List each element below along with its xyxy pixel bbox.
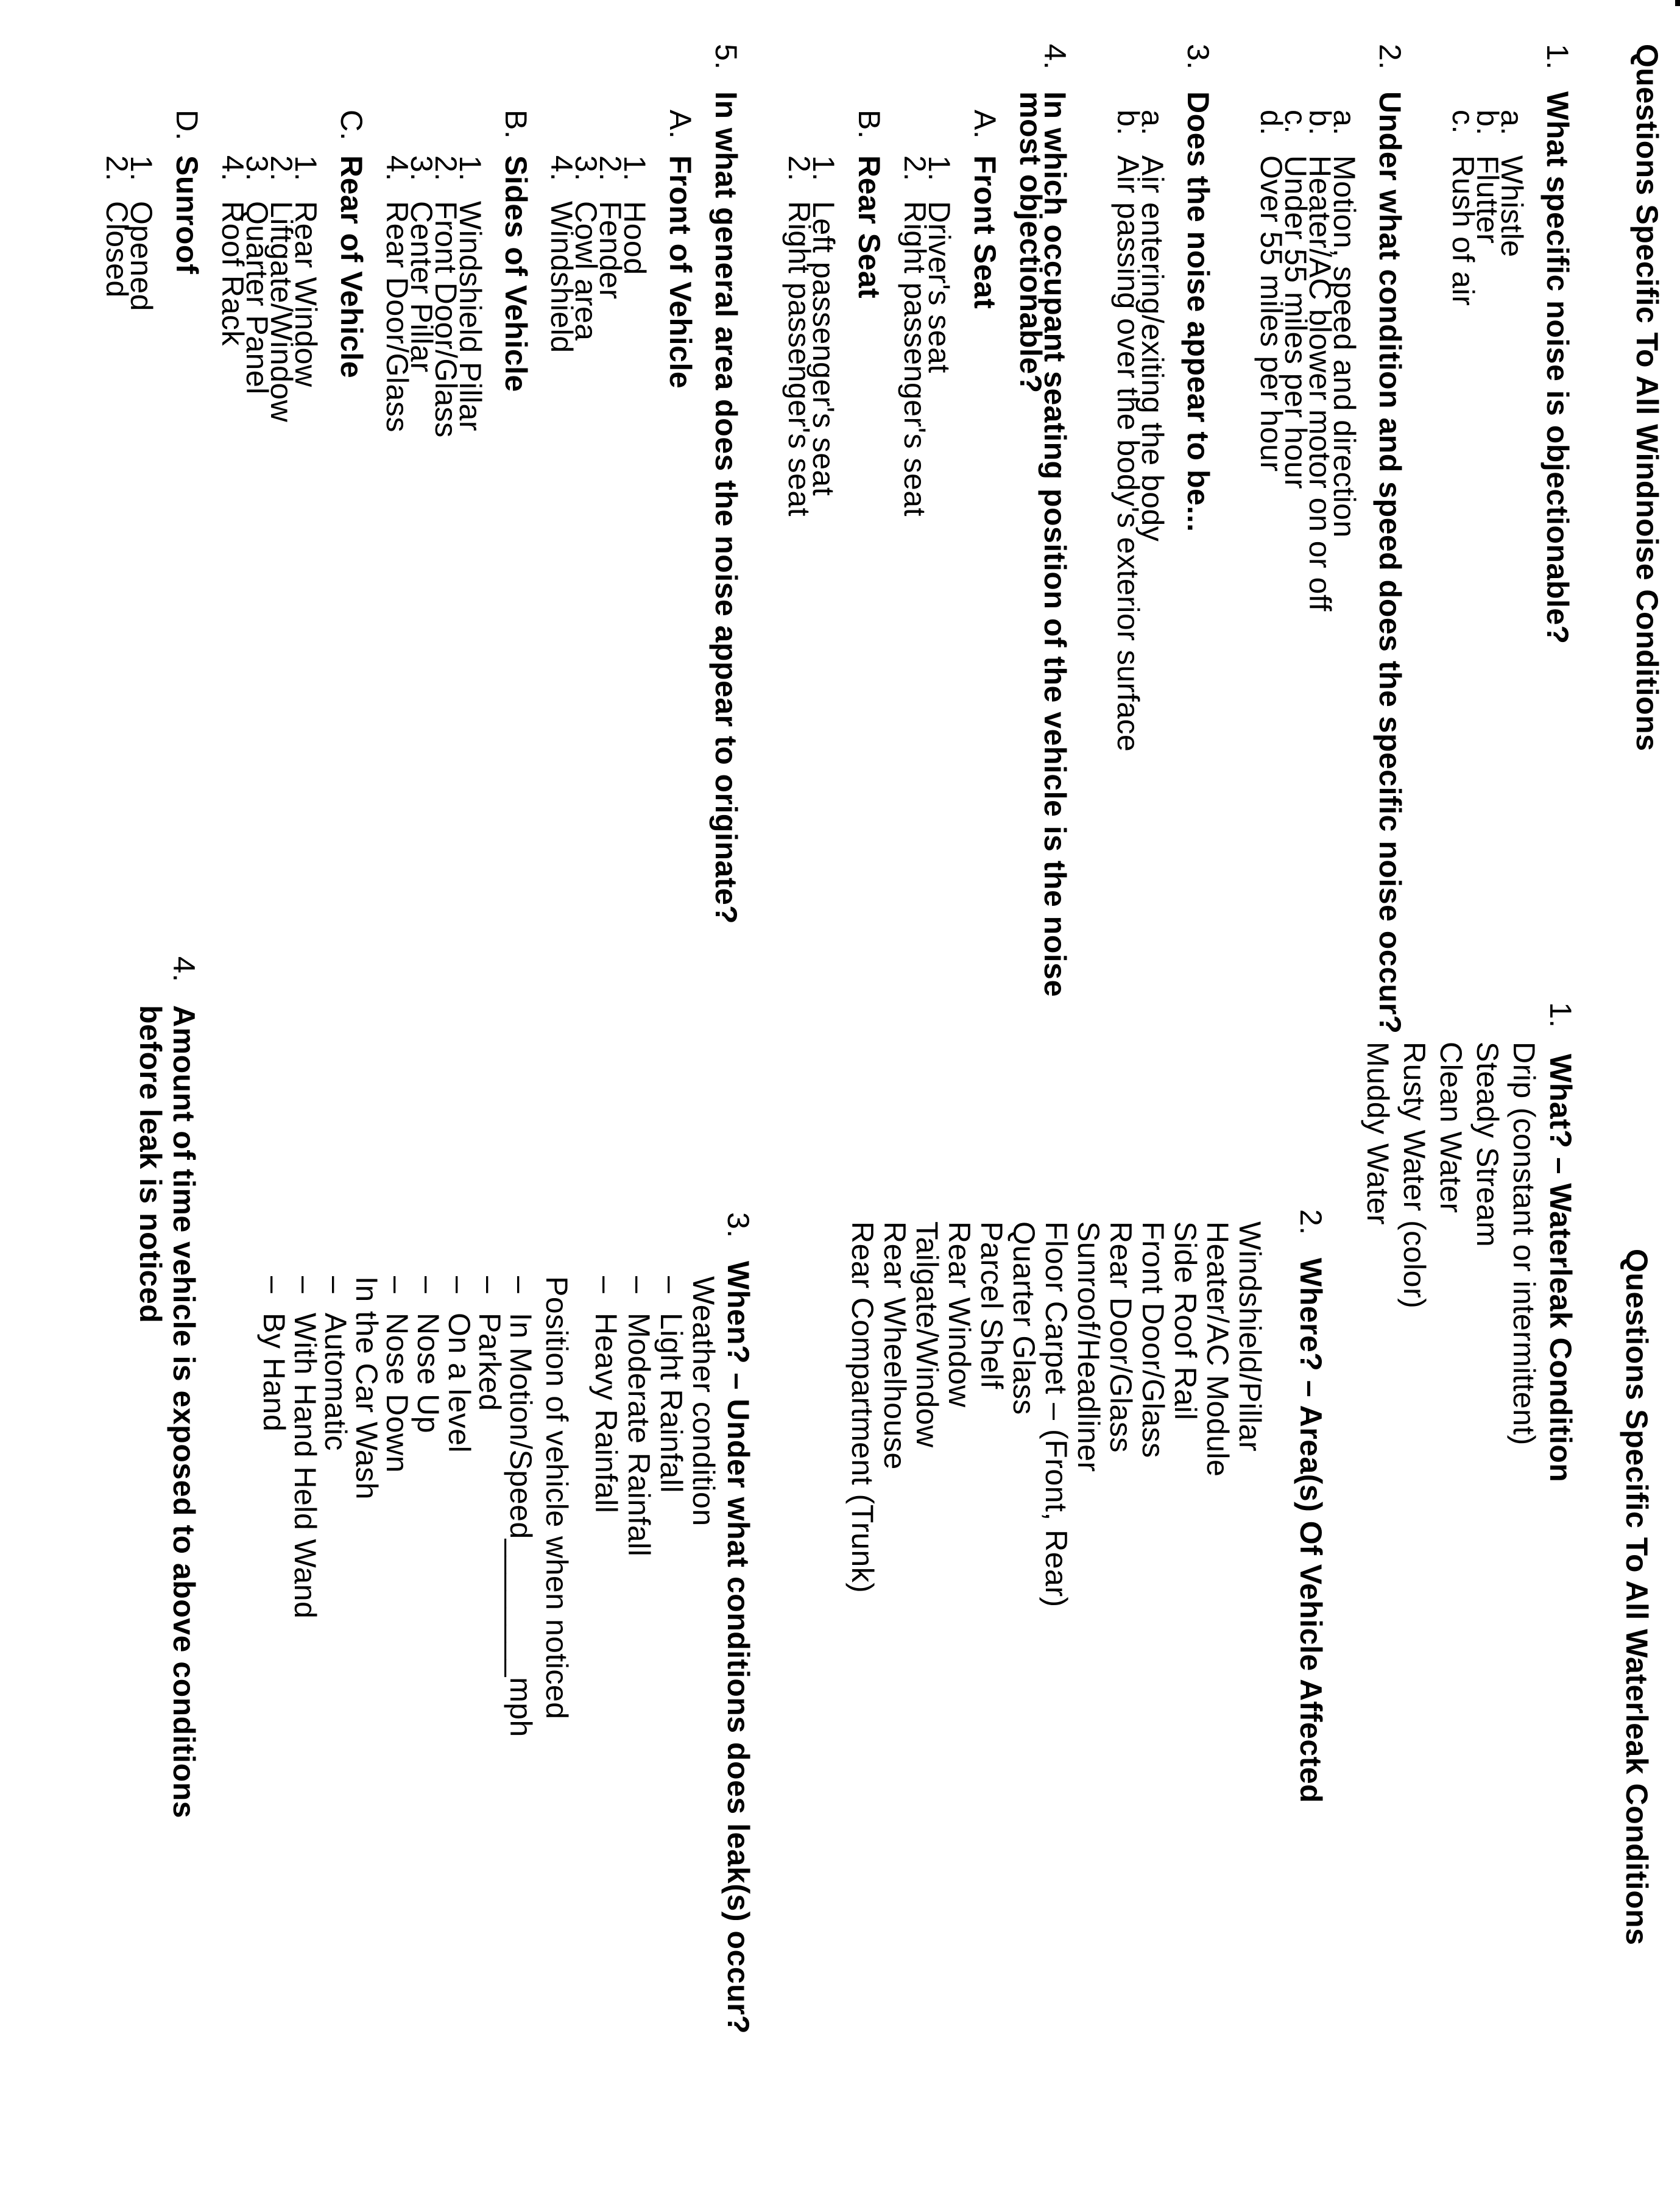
outline-line: Front Door/Glass — [1136, 1221, 1170, 1458]
outline-line: Drip (constant or intermittent) — [1507, 1042, 1541, 1446]
outline-line: In the Car Wash — [350, 1276, 384, 1500]
outline-line: Heavy Rainfall — [589, 1313, 623, 1514]
outline-line: Rear Wheelhouse — [878, 1221, 912, 1470]
outline-line: Sunroof/Headliner — [1071, 1221, 1106, 1472]
list-marker: 2. — [1373, 44, 1407, 70]
list-marker: c. — [1446, 110, 1480, 134]
list-marker: d. — [1254, 110, 1288, 136]
list-marker: 4. — [380, 155, 414, 182]
outline-line: Hood — [618, 201, 652, 275]
list-marker: – — [380, 1276, 414, 1294]
outline-line: Light Rainfall — [654, 1313, 688, 1494]
outline-line: Opened — [124, 201, 158, 311]
outline-line: Windshield — [545, 201, 579, 353]
outline-line: Roof Rack — [216, 201, 250, 346]
outline-line: Sunroof — [170, 155, 204, 275]
list-marker: 2. — [782, 155, 816, 182]
outline-line: Air entering/exiting the body — [1135, 155, 1170, 542]
outline-line: Automatic — [319, 1313, 353, 1451]
list-marker: 5. — [709, 44, 743, 70]
list-marker: – — [589, 1276, 623, 1294]
list-marker: 1. — [453, 155, 487, 182]
outline-line: Under what condition and speed does the specific noise occur? — [1373, 91, 1407, 1034]
list-marker: 2. — [1294, 1209, 1328, 1235]
outline-line: Fender — [593, 201, 627, 300]
list-marker: 3. — [569, 155, 603, 182]
list-marker: 2. — [264, 155, 298, 182]
outline-line: In what general area does the noise appear to originate? — [709, 91, 743, 925]
outline-line: Clean Water — [1434, 1042, 1468, 1213]
outline-line: Position of vehicle when noticed — [540, 1276, 574, 1720]
outline-line: By Hand — [257, 1313, 291, 1432]
list-marker: a. — [1327, 110, 1361, 136]
list-marker: a. — [1495, 110, 1529, 136]
outline-line: Quarter Panel — [240, 201, 274, 395]
outline-line: Windshield Pillar — [453, 201, 487, 432]
list-marker: C. — [334, 110, 369, 141]
outline-line: Rear of Vehicle — [334, 155, 369, 378]
outline-line: Flutter — [1470, 155, 1505, 244]
outline-line: Left passenger's seat — [806, 201, 841, 496]
list-marker: D. — [170, 110, 204, 141]
list-marker: 1. — [806, 155, 841, 182]
list-marker: 4. — [1038, 44, 1072, 70]
outline-line: Rear Door/Glass — [380, 201, 414, 432]
outline-line: Liftgate/Window — [264, 201, 298, 423]
outline-line: Right passenger's seat — [782, 201, 816, 517]
outline-line: In Motion/Speed________mph — [504, 1313, 538, 1737]
list-marker: A. — [968, 110, 1002, 139]
outline-line: Rear Door/Glass — [1104, 1221, 1138, 1453]
list-marker: – — [288, 1276, 322, 1294]
list-marker: 1. — [618, 155, 652, 182]
outline-line: With Hand Held Wand — [288, 1313, 322, 1619]
list-marker: 2. — [593, 155, 627, 182]
outline-line: When? – Under what conditions does leak(s) occur? — [721, 1261, 755, 2035]
outline-line: Quarter Glass — [1007, 1221, 1041, 1415]
outline-line: What? – Waterleak Condition — [1544, 1054, 1578, 1483]
outline-line: Moderate Rainfall — [622, 1313, 656, 1557]
list-marker: b. — [1470, 110, 1505, 136]
outline-line: before leak is noticed — [133, 1005, 168, 1324]
outline-line: Closed — [100, 201, 134, 298]
outline-line: Right passenger's seat — [898, 201, 932, 517]
list-marker: B. — [852, 110, 886, 139]
outline-line: Parcel Shelf — [975, 1221, 1009, 1389]
list-marker: – — [411, 1276, 445, 1294]
list-marker: A. — [663, 110, 697, 139]
list-marker: 4. — [216, 155, 250, 182]
outline-line: Weather condition — [686, 1276, 721, 1527]
outline-line: Windshield/Pillar — [1233, 1221, 1267, 1452]
outline-line: Over 55 miles per hour — [1254, 155, 1288, 472]
list-marker: 4. — [545, 155, 579, 182]
list-marker: 4. — [167, 956, 201, 983]
outline-line: Where? – Area(s) Of Vehicle Affected — [1294, 1258, 1328, 1804]
list-marker: 3. — [1181, 44, 1215, 70]
outline-line: Front Seat — [968, 155, 1002, 309]
outline-line: Rush of air — [1446, 155, 1480, 306]
outline-line: Amount of time vehicle is exposed to above conditions — [167, 1005, 201, 1819]
outline-line: Tailgate/Window — [910, 1221, 944, 1448]
list-marker: 1. — [1544, 1002, 1578, 1028]
list-marker: – — [442, 1276, 476, 1294]
list-marker: 1. — [1541, 44, 1575, 70]
outline-line: Side Roof Rail — [1168, 1221, 1202, 1421]
outline-line: Muddy Water — [1361, 1042, 1395, 1225]
list-marker: 1. — [124, 155, 158, 182]
outline-line: Under 55 miles per hour — [1279, 155, 1313, 489]
outline-line: Sides of Vehicle — [499, 155, 533, 392]
list-marker: 2. — [100, 155, 134, 182]
scan-edge-artifact — [1675, 0, 1680, 6]
list-marker: – — [504, 1276, 538, 1294]
list-marker: – — [473, 1276, 507, 1294]
outline-line: Steady Stream — [1470, 1042, 1505, 1248]
outline-line: Rear Seat — [852, 155, 886, 299]
outline-line: What specific noise is objectionable? — [1541, 91, 1575, 644]
list-marker: 3. — [721, 1212, 755, 1238]
outline-line: Rear Window — [289, 201, 323, 387]
list-marker: – — [319, 1276, 353, 1294]
outline-line: Front Door/Glass — [429, 201, 463, 438]
outline-line: Nose Up — [411, 1313, 445, 1434]
list-marker: b. — [1111, 110, 1145, 136]
outline-line: Does the noise appear to be... — [1181, 91, 1215, 532]
list-marker: 3. — [404, 155, 439, 182]
list-marker: – — [654, 1276, 688, 1294]
outline-line: On a level — [442, 1313, 476, 1453]
outline-line: Rear Window — [942, 1221, 976, 1408]
outline-line: Driver's seat — [922, 201, 956, 373]
outline-line: Parked — [473, 1313, 507, 1411]
list-marker: 2. — [898, 155, 932, 182]
outline-line: Rusty Water (color) — [1397, 1042, 1431, 1309]
outline-line: Motion, speed and direction — [1327, 155, 1361, 538]
outline-line: Whistle — [1495, 155, 1529, 258]
outline-line: Nose Down — [380, 1313, 414, 1473]
section-heading: Questions Specific To All Waterleak Conditions — [1620, 1249, 1654, 1946]
outline-line: Front of Vehicle — [663, 155, 697, 389]
outline-line: Air passing over the body's exterior surface — [1111, 155, 1145, 752]
section-heading: Questions Specific To All Windnoise Conditions — [1630, 44, 1664, 752]
outline-line: Heater/AC Module — [1201, 1221, 1235, 1477]
outline-line: most objectionable? — [1014, 91, 1048, 394]
outline-line: In which occupant seating position of the vehicle is the noise — [1038, 91, 1072, 997]
list-marker: – — [622, 1276, 656, 1294]
list-marker: B. — [499, 110, 533, 139]
outline-line: Center Pillar — [404, 201, 439, 373]
list-marker: 2. — [429, 155, 463, 182]
list-marker: a. — [1135, 110, 1170, 136]
list-marker: 3. — [240, 155, 274, 182]
outline-line: Heater/AC blower motor on or off — [1303, 155, 1337, 612]
list-marker: c. — [1279, 110, 1313, 134]
outline-line: Cowl area — [569, 201, 603, 341]
list-marker: – — [257, 1276, 291, 1294]
list-marker: b. — [1303, 110, 1337, 136]
list-marker: 1. — [922, 155, 956, 182]
outline-line: Floor Carpet – (Front, Rear) — [1039, 1221, 1073, 1608]
list-marker: 1. — [289, 155, 323, 182]
outline-line: Rear Compartment (Trunk) — [845, 1221, 880, 1594]
